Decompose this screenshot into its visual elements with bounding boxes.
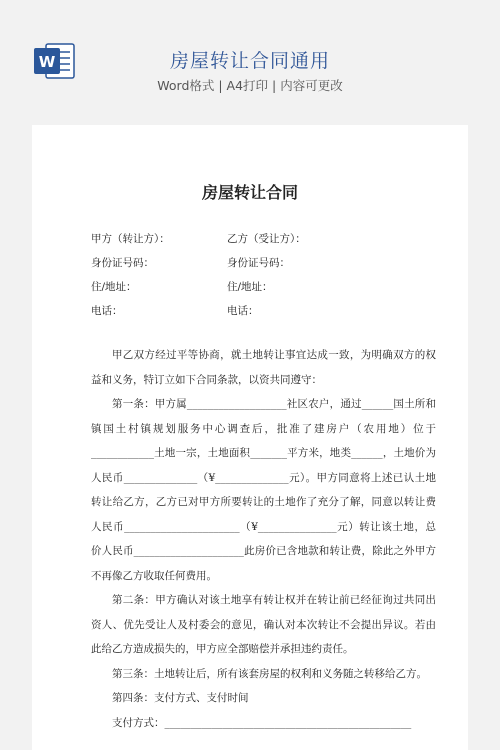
party-a-id-label: 身份证号码： — [91, 257, 154, 269]
payment-method: 支付方式：_______________________________________________ — [112, 716, 412, 729]
party-a-address-label: 住/地址： — [91, 281, 137, 293]
article-3: 第三条：土地转让后，所有该套房屋的权利和义务随之转移给乙方。 — [112, 667, 427, 680]
article-1: 第一条：甲方属___________________社区农户，通过______国土所和镇国土村镇规划服务中心调查后，批准了建房户（农用地）位于____________土地一宗，土地面积_______平方米，地类______，土地价为人民币______________（¥______________元）。甲方同意将上述已认土地转让给乙方，乙方已对甲方所要转让的土地作了充分了解，同意以转让费人民币______________________（¥_______________元）转让该土地，总价人民币_____________________此房价已含地款和转让费，除此之外甲方不再像乙方收取任何费用。 — [91, 398, 436, 582]
party-b-phone-label: 电话： — [227, 305, 259, 317]
party-b-id-label: 身份证号码： — [227, 257, 290, 269]
party-a-label: 甲方（转让方）： — [91, 233, 170, 245]
page-subtitle: Word格式 | A4打印 | 内容可更改 — [157, 78, 343, 93]
article-4: 第四条：支付方式、支付时间 — [112, 692, 249, 704]
svg-text:W: W — [38, 53, 56, 71]
document-page — [32, 125, 468, 750]
party-b-label: 乙方（受让方）： — [227, 233, 306, 245]
intro-paragraph: 甲乙双方经过平等协商，就土地转让事宜达成一致，为明确双方的权益和义务，特订立如下合同条款，以资共同遵守： — [91, 349, 436, 386]
party-b-address-label: 住/地址： — [227, 281, 273, 293]
contract-title: 房屋转让合同 — [201, 183, 298, 202]
document-header — [0, 0, 500, 125]
contract-body — [91, 343, 436, 735]
party-a-phone-label: 电话： — [91, 305, 123, 317]
article-2: 第二条：甲方确认对该土地享有转让权并在转让前已经征询过共同出资人、优先受让人及村委会的意见，确认对本次转让不会提出异议。若由此给乙方造成损失的，甲方应全部赔偿并承担违约责任。 — [91, 594, 436, 655]
page-title: 房屋转让合同通用 — [169, 50, 330, 72]
